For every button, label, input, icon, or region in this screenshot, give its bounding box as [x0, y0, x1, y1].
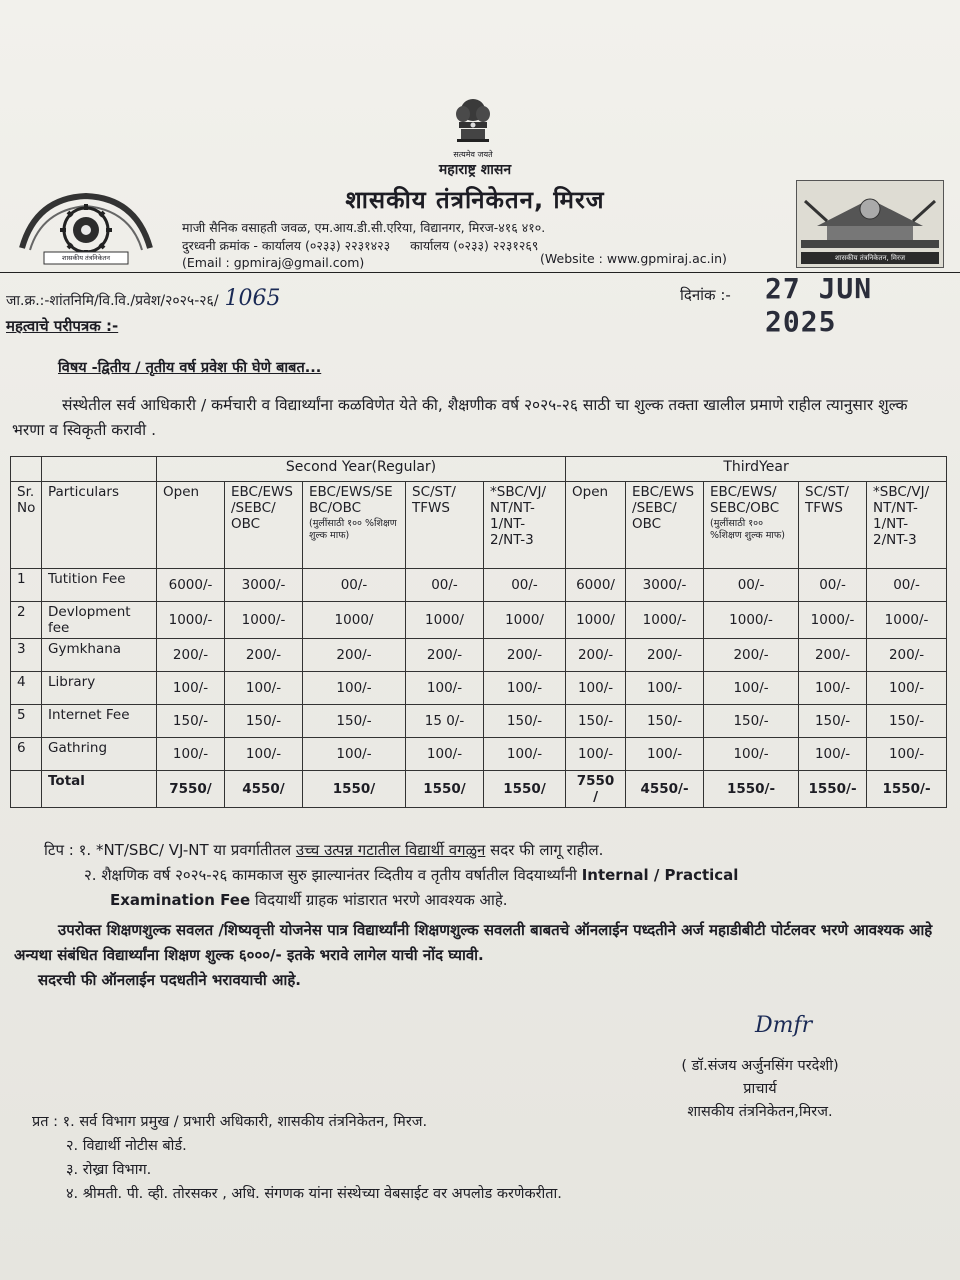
col-ebc-girls-sy: EBC/EWS/SE BC/OBC (मुलींसाठी १०० %शिक्षण शुल्क माफ) [303, 482, 406, 569]
note-2-text-d: विदयार्थी ग्राहक भांडारात भरणे आवश्यक आहे. [250, 891, 508, 909]
row-srno: 5 [11, 705, 42, 738]
fee-value: 200/- [566, 639, 626, 672]
note-1 [44, 838, 738, 863]
row-srno: 1 [11, 569, 42, 602]
fee-value: 100/- [303, 738, 406, 771]
reference-label: जा.क्र.:-शांतनिमि/वि.वि./प्रवेश/२०२५-२६/ [6, 293, 219, 309]
fee-value: 100/- [799, 738, 867, 771]
copy-4: ४. श्रीमती. पी. व्ही. तोरसकर , अधि. संगणक यांना संस्थेच्या वेबसाईट वर अपलोड करणेकरीता. [66, 1186, 562, 1202]
fee-value: 100/- [406, 672, 484, 705]
col-ebc-sy: EBC/EWS /SEBC/ OBC [225, 482, 303, 569]
fee-value: 1000/- [225, 602, 303, 639]
email-line: (Email : gpmiraj@gmail.com) [182, 255, 365, 270]
fee-value: 1000/- [704, 602, 799, 639]
col-particulars: Particulars [42, 482, 157, 569]
note-2 [44, 863, 738, 888]
row-srno: 4 [11, 672, 42, 705]
row-srno: 2 [11, 602, 42, 639]
fee-value: 200/- [867, 639, 947, 672]
row-srno: 6 [11, 738, 42, 771]
phone-line [182, 237, 538, 254]
signer-title: प्राचार्य [743, 1081, 777, 1097]
table-row [11, 672, 947, 705]
notes-section [44, 838, 738, 913]
note-2-text-exam-fee: Examination Fee [110, 891, 251, 909]
col-ebc-ty: EBC/EWS /SEBC/ OBC [626, 482, 704, 569]
fee-value: 100/- [484, 738, 566, 771]
fee-value: 1000/- [157, 602, 225, 639]
row-srno: 3 [11, 639, 42, 672]
col-ebc-girls-ty: EBC/EWS/ SEBC/OBC (मुलींसाठी १०० %शिक्षण शुल्क माफ) [704, 482, 799, 569]
total-label: Total [42, 771, 157, 808]
fee-value: 00/- [799, 569, 867, 602]
fee-value: 100/- [867, 672, 947, 705]
fee-value: 150/- [799, 705, 867, 738]
group-second-year: Second Year(Regular) [157, 457, 566, 482]
fee-value: 1000/ [484, 602, 566, 639]
group-third-year: ThirdYear [566, 457, 947, 482]
copies-section [32, 1110, 562, 1206]
government-name: महाराष्ट्र शासन [438, 162, 512, 178]
note-2-text-a: शैक्षणिक वर्ष २०२५-२६ कामकाज सुरु झाल्यानंतर व्दितीय व तृतीय वर्षातील विदयार्थ्यांनी [101, 866, 582, 884]
col-sc-ty: SC/ST/ TFWS [799, 482, 867, 569]
fee-value: 150/- [303, 705, 406, 738]
total-value: 1550/- [704, 771, 799, 808]
fee-value: 100/- [303, 672, 406, 705]
phone-label-2: कार्यालय [410, 238, 450, 253]
row-particular: Library [42, 672, 157, 705]
total-value: 1550/ [406, 771, 484, 808]
fee-value: 1000/- [626, 602, 704, 639]
institute-address: माजी सैनिक वसाहती जवळ, एम.आय.डी.सी.एरिया, विद्यानगर, मिरज-४१६ ४१०. [182, 220, 546, 235]
note-1-text-a: *NT/SBC/ VJ-NT या प्रवर्गातीतल [95, 841, 296, 859]
table-row [11, 639, 947, 672]
fee-value: 00/- [484, 569, 566, 602]
subject-line: विषय -द्वितीय / तृतीय वर्ष प्रवेश फी घेणे बाबत... [58, 360, 322, 376]
table-row [11, 738, 947, 771]
col-sbc-ty: *SBC/VJ/ NT/NT- 1/NT- 2/NT-3 [867, 482, 947, 569]
fee-value: 200/- [484, 639, 566, 672]
logo-left-caption: शासकीय तंत्रनिकेतन [62, 254, 110, 262]
fee-value: 150/- [867, 705, 947, 738]
fee-value: 6000/ [566, 569, 626, 602]
fee-value: 150/- [704, 705, 799, 738]
signature: Dmfr [755, 1013, 813, 1038]
emblem-motto: सत्यमेव जयते [453, 150, 493, 159]
total-row [11, 771, 947, 808]
copy-2: २. विद्यार्थी नोटीस बोर्ड. [66, 1138, 187, 1154]
total-value: 1550/- [799, 771, 867, 808]
row-particular: Gymkhana [42, 639, 157, 672]
fee-value: 150/- [626, 705, 704, 738]
fee-value: 100/- [799, 672, 867, 705]
website-line: (Website : www.gpmiraj.ac.in) [540, 251, 727, 266]
total-srno [11, 771, 42, 808]
fee-value: 3000/- [225, 569, 303, 602]
fee-value: 00/- [406, 569, 484, 602]
fee-value: 1000/ [303, 602, 406, 639]
note-1-number: १. [78, 841, 92, 859]
note-2-text-bold: Internal / Practical [581, 866, 739, 884]
row-particular: Internet Fee [42, 705, 157, 738]
signer-block [660, 1055, 860, 1124]
fee-value: 150/- [157, 705, 225, 738]
copies-label: प्रत : [32, 1114, 59, 1130]
fee-value: 00/- [867, 569, 947, 602]
fee-value: 150/- [484, 705, 566, 738]
fee-value: 200/- [704, 639, 799, 672]
total-value: 1550/ [484, 771, 566, 808]
fee-value: 100/- [626, 738, 704, 771]
fee-value: 100/- [704, 738, 799, 771]
scholarship-text: उपरोक्त शिक्षणशुल्क सवलत /शिष्यवृत्ती योजनेस पात्र विद्यार्थ्यांनी शिक्षणशुल्क सवलती बाबतचे ऑनलाईन पध्दतीने अर्ज महाडीबीटी पोर्टलवर भरणे आवश्यक आहे अन्यथा संबंधित विद्यार्थ्यांना शिक्षण शुल्क ६०००/- इतके भरावे लागेल याची नोंद घ्यावी. [14, 921, 933, 964]
fee-value: 1000/- [799, 602, 867, 639]
fee-table [10, 456, 947, 808]
institute-name: शासकीय तंत्रनिकेतन, मिरज [345, 186, 605, 214]
fee-value: 100/- [225, 738, 303, 771]
fee-value: 3000/- [626, 569, 704, 602]
signer-institute: शासकीय तंत्रनिकेतन,मिरज. [687, 1104, 833, 1120]
fee-rows [11, 569, 947, 808]
fee-value: 1000/ [566, 602, 626, 639]
fee-value: 150/- [566, 705, 626, 738]
col-sbc-sy: *SBC/VJ/ NT/NT- 1/NT- 2/NT-3 [484, 482, 566, 569]
fee-value: 1000/ [406, 602, 484, 639]
fee-value: 100/- [704, 672, 799, 705]
important-circular-title: महत्वाचे परीपत्रक :- [6, 317, 119, 335]
college-building-logo [796, 180, 944, 268]
phone-label: दुरध्वनी क्रमांक - कार्यालय [182, 238, 301, 253]
phone-number-2: (०२३३) २२३१२६९ [453, 238, 539, 253]
fee-value: 100/- [225, 672, 303, 705]
fee-value: 00/- [303, 569, 406, 602]
col-srno: Sr. No [11, 482, 42, 569]
table-corner-cell [11, 457, 42, 482]
fee-value: 100/- [157, 672, 225, 705]
total-value: 4550/- [626, 771, 704, 808]
phone-number-1: (०२३३) २२३१४२३ [304, 238, 391, 253]
online-payment-text: सदरची फी ऑनलाईन पदधतीने भरावयाची आहे. [38, 971, 301, 989]
table-row [11, 602, 947, 639]
institute-logo [16, 188, 156, 266]
table-row [11, 705, 947, 738]
note-2-cont [44, 888, 738, 913]
fee-value: 100/- [484, 672, 566, 705]
note-1-text-underlined: उच्च उत्पन्न गटातील विद्यार्थी वगळुन [295, 841, 486, 859]
table-row [11, 569, 947, 602]
reference-number: 1065 [224, 286, 281, 311]
row-particular: Tutition Fee [42, 569, 157, 602]
row-particular: Devlopment fee [42, 602, 157, 639]
fee-value: 1000/- [867, 602, 947, 639]
reference-line [6, 286, 281, 311]
fee-value: 100/- [566, 672, 626, 705]
copy-1: १. सर्व विभाग प्रमुख / प्रभारी अधिकारी, शासकीय तंत्रनिकेतन, मिरज. [62, 1114, 428, 1130]
fee-value: 100/- [566, 738, 626, 771]
date-label: दिनांक :- [680, 286, 731, 304]
fee-value: 100/- [157, 738, 225, 771]
fee-value: 200/- [626, 639, 704, 672]
fee-value: 200/- [799, 639, 867, 672]
row-particular: Gathring [42, 738, 157, 771]
fee-value: 100/- [626, 672, 704, 705]
total-value: 7550/ [157, 771, 225, 808]
fee-value: 200/- [157, 639, 225, 672]
col-open-ty: Open [566, 482, 626, 569]
total-value: 4550/ [225, 771, 303, 808]
fee-value: 150/- [225, 705, 303, 738]
fee-value: 100/- [867, 738, 947, 771]
col-open-sy: Open [157, 482, 225, 569]
notes-label: टिप : [44, 841, 74, 859]
scholarship-paragraph [14, 918, 944, 993]
fee-value: 200/- [303, 639, 406, 672]
fee-value: 6000/- [157, 569, 225, 602]
logo-right-caption: शासकीय तंत्रनिकेतन, मिरज [801, 252, 939, 264]
date-stamp: 27 JUN 2025 [765, 272, 873, 338]
fee-value: 100/- [406, 738, 484, 771]
fee-value: 200/- [406, 639, 484, 672]
lion-capital-icon [451, 96, 495, 144]
total-value: 1550/- [867, 771, 947, 808]
total-value: 7550 / [566, 771, 626, 808]
fee-value: 200/- [225, 639, 303, 672]
col-sc-sy: SC/ST/ TFWS [406, 482, 484, 569]
total-value: 1550/ [303, 771, 406, 808]
national-emblem [440, 96, 506, 160]
table-corner-cell-2 [42, 457, 157, 482]
copy-3: ३. रोख्रा विभाग. [66, 1162, 152, 1178]
note-2-number: २. [84, 866, 97, 884]
body-text: संस्थेतील सर्व आधिकारी / कर्मचारी व विद्यार्थ्यांना कळविणेत येते की, शैक्षणीक वर्ष २०२५-२६ साठी चा शुल्क तक्ता खालील प्रमाणे राहील त्यानुसार शुल्क भरणा व स्विकृती करावी . [12, 396, 908, 439]
note-1-text-c: सदर फी लागू राहील. [485, 841, 604, 859]
body-paragraph [12, 393, 917, 443]
fee-value: 15 0/- [406, 705, 484, 738]
signer-name: ( डॉ.संजय अर्जुनसिंग परदेशी) [681, 1058, 839, 1074]
fee-value: 00/- [704, 569, 799, 602]
